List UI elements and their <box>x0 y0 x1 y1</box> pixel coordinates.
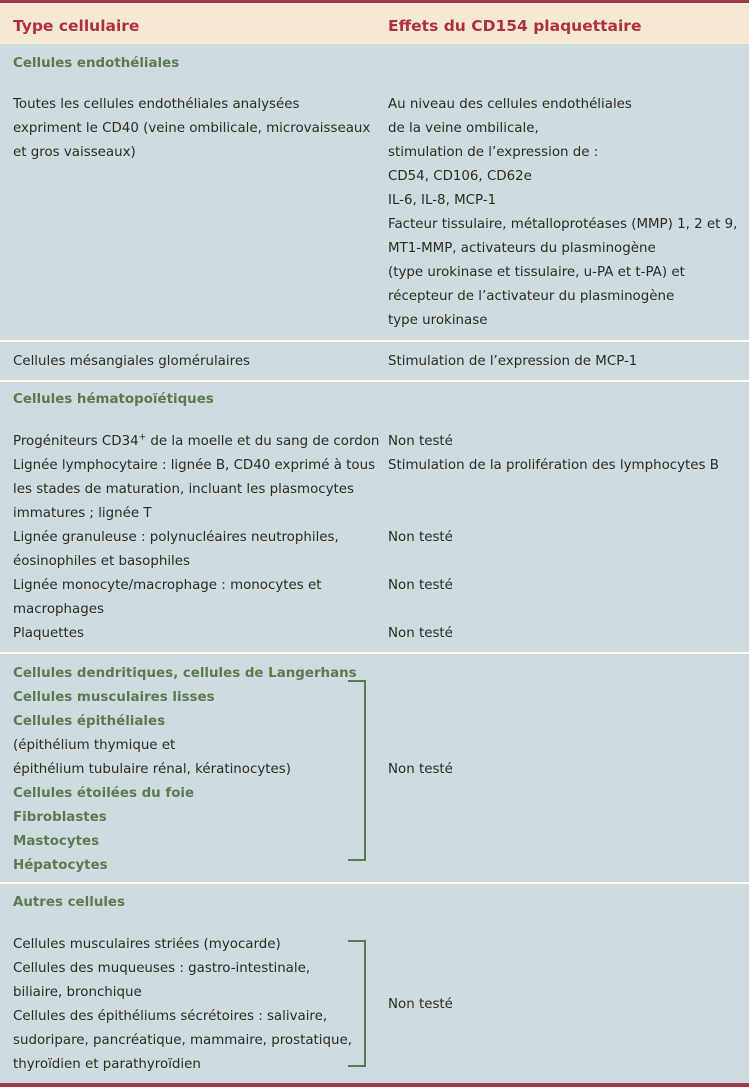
effect-other-types: Non testé <box>388 762 453 777</box>
text-line: Lignée granuleuse : polynucléaires neutrophiles, <box>13 530 339 545</box>
effect-granulocytes: Non testé <box>388 530 453 545</box>
text-line: Au niveau des cellules endothéliales <box>388 97 632 112</box>
section-title-autres: Autres cellules <box>13 895 125 910</box>
table-header <box>0 3 749 44</box>
grouping-bracket <box>348 940 366 1067</box>
text-line: Cellules étoilées du foie <box>13 786 195 801</box>
endothelial-cell-type <box>13 93 370 165</box>
section-title-endothelial: Cellules endothéliales <box>13 56 180 71</box>
bottom-rule <box>0 1083 749 1087</box>
text-line: stimulation de l’expression de : <box>388 145 599 160</box>
text-line: immatures ; lignée T <box>13 506 152 521</box>
other-cell-types <box>13 662 357 878</box>
text-line: Cellules des muqueuses : gastro-intestinale, <box>13 961 311 976</box>
text-line: Plaquettes <box>13 626 84 641</box>
section-title-hematopoietic: Cellules hématopoïétiques <box>13 392 214 407</box>
text-line: expriment le CD40 (veine ombilicale, microvaisseaux <box>13 121 371 136</box>
text-line: IL-6, IL-8, MCP-1 <box>388 193 497 208</box>
text-line: les stades de maturation, incluant les plasmocytes <box>13 482 355 497</box>
text-line: Cellules musculaires lisses <box>13 690 215 705</box>
effect-autres: Non testé <box>388 997 453 1012</box>
grouping-bracket <box>348 680 366 861</box>
superscript-plus: + <box>138 432 147 443</box>
progenitor-text-end: de la moelle et du sang de cordon <box>146 434 380 449</box>
text-line: CD54, CD106, CD62e <box>388 169 532 184</box>
text-line: Toutes les cellules endothéliales analysées <box>13 97 300 112</box>
text-line: Cellules épithéliales <box>13 714 166 729</box>
text-line: MT1-MMP, activateurs du plasminogène <box>388 241 656 256</box>
text-line: épithélium tubulaire rénal, kératinocytes) <box>13 762 291 777</box>
text-line: sudoripare, pancréatique, mammaire, prostatique, <box>13 1033 352 1048</box>
effect-progenitors: Non testé <box>388 434 453 449</box>
text-line: Lignée lymphocytaire : lignée B, CD40 exprimé à tous <box>13 458 376 473</box>
text-line: Mastocytes <box>13 834 100 849</box>
text-line <box>13 430 379 454</box>
header-cell-effects: Effets du CD154 plaquettaire <box>388 17 642 35</box>
text-line: Cellules musculaires striées (myocarde) <box>13 937 281 952</box>
mesangial-cell-type: Cellules mésangiales glomérulaires <box>13 354 251 369</box>
text-line: Cellules dendritiques, cellules de Langerhans <box>13 666 357 681</box>
effect-lymphocytes: Stimulation de la prolifération des lymphocytes B <box>388 458 719 473</box>
mesangial-effects: Stimulation de l’expression de MCP-1 <box>388 354 638 369</box>
endothelial-effects <box>388 93 737 333</box>
text-line: de la veine ombilicale, <box>388 121 539 136</box>
autres-cell-types <box>13 933 352 1077</box>
text-line: biliaire, bronchique <box>13 985 142 1000</box>
hematopoietic-cell-types <box>13 430 379 646</box>
text-line: Hépatocytes <box>13 858 108 873</box>
text-line: macrophages <box>13 602 104 617</box>
text-line: récepteur de l’activateur du plasminogène <box>388 289 675 304</box>
header-cell-type: Type cellulaire <box>13 17 140 35</box>
text-line: type urokinase <box>388 313 488 328</box>
text-line: Fibroblastes <box>13 810 107 825</box>
text-line: (épithélium thymique et <box>13 738 176 753</box>
text-line: thyroïdien et parathyroïdien <box>13 1057 201 1072</box>
text-line: (type urokinase et tissulaire, u-PA et t-PA) et <box>388 265 685 280</box>
progenitor-text: Progéniteurs CD34 <box>13 434 139 449</box>
effect-monocytes: Non testé <box>388 578 453 593</box>
text-line: éosinophiles et basophiles <box>13 554 190 569</box>
text-line: Facteur tissulaire, métalloprotéases (MMP) 1, 2 et 9, <box>388 217 738 232</box>
text-line: et gros vaisseaux) <box>13 145 136 160</box>
text-line: Lignée monocyte/macrophage : monocytes et <box>13 578 322 593</box>
effect-platelets: Non testé <box>388 626 453 641</box>
text-line: Cellules des épithéliums sécrétoires : salivaire, <box>13 1009 328 1024</box>
